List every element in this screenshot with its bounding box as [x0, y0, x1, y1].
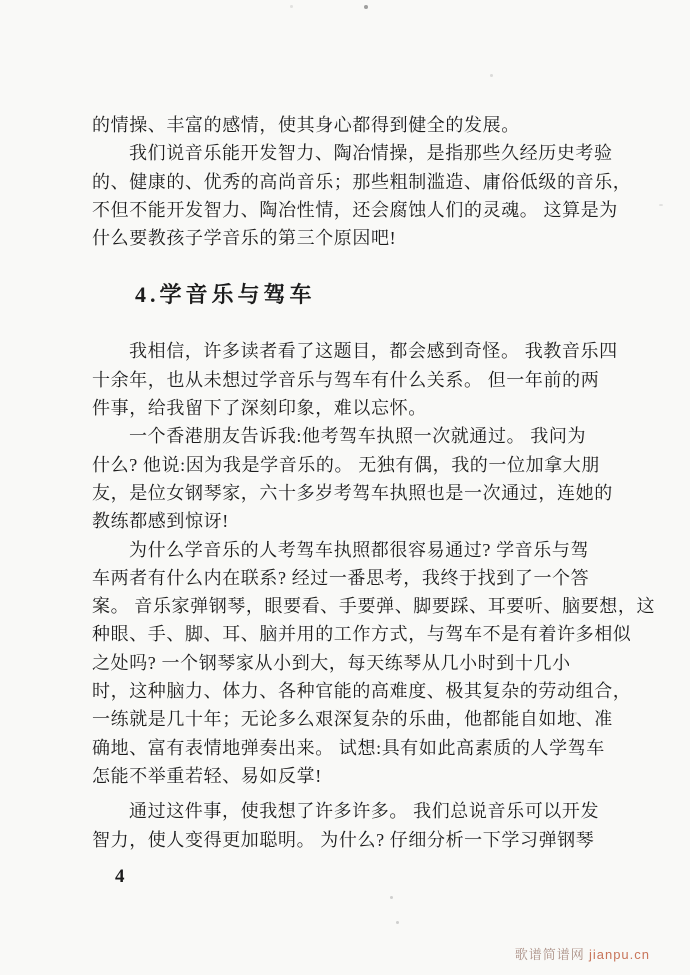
text-line: 十余年，也从未想过学音乐与驾车有什么关系。 但一年前的两	[92, 369, 600, 390]
watermark	[515, 944, 650, 963]
paragraph	[92, 139, 632, 252]
text-line: 案。 音乐家弹钢琴，眼要看、手要弹、脚要踩、耳要听、脑要想，这	[92, 596, 656, 617]
scan-speck	[364, 5, 368, 9]
text-block	[92, 111, 656, 854]
section-heading: 4.学音乐与驾车	[135, 282, 316, 308]
text-line: 的、健康的、优秀的高尚音乐；那些粗制滥造、庸俗低级的音乐，	[92, 171, 632, 192]
text-line: 一个香港朋友告诉我:他考驾车执照一次就通过。 我问为	[129, 426, 587, 447]
text-line: 什么要教孩子学音乐的第三个原因吧!	[92, 228, 397, 249]
scan-speck	[396, 921, 399, 924]
text-line: 为什么学音乐的人考驾车执照都很容易通过? 学音乐与驾	[129, 539, 590, 560]
text-line: 不但不能开发智力、陶冶性情，还会腐蚀人们的灵魂。 这算是为	[92, 199, 618, 220]
scan-speck	[290, 5, 293, 8]
text-line: 种眼、手、脚、耳、脑并用的工作方式，与驾车不是有着许多相似	[92, 624, 632, 645]
text-line: 件事，给我留下了深刻印象，难以忘怀。	[92, 398, 427, 419]
scan-speck	[574, 712, 577, 715]
text-line: 一练就是几十年；无论多么艰深复杂的乐曲，他都能自如地、准	[92, 709, 613, 730]
text-line: 的情操、丰富的感情，使其身心都得到健全的发展。	[92, 115, 520, 135]
text-line: 智力，使人变得更加聪明。 为什么? 仔细分析一下学习弹钢琴	[92, 829, 595, 850]
scan-speck	[390, 896, 393, 899]
text-line: 教练都感到惊讶!	[92, 511, 229, 532]
paragraph-continuation	[92, 111, 628, 139]
text-line: 时，这种脑力、体力、各种官能的高难度、极其复杂的劳动组合，	[92, 681, 632, 702]
scan-speck	[490, 74, 493, 77]
text-line: 通过这件事，使我想了许多许多。 我们总说音乐可以开发	[129, 801, 600, 822]
watermark-site-name: 歌谱简谱网	[514, 947, 585, 962]
text-line: 之处吗? 一个钢琴家从小到大，每天练琴从几小时到十几小	[92, 652, 571, 673]
text-line: 确地、富有表情地弹奏出来。 试想:具有如此高素质的人学驾车	[92, 737, 605, 758]
scan-speck	[659, 204, 663, 206]
page-number: 4	[115, 866, 125, 887]
text-line: 我相信，许多读者看了这题目，都会感到奇怪。 我教音乐四	[129, 341, 618, 362]
text-line: 我们说音乐能开发智力、陶冶情操，是指那些久经历史考验	[129, 143, 613, 164]
paragraph	[92, 337, 628, 422]
paragraph	[92, 797, 628, 854]
text-line: 什么? 他说:因为我是学音乐的。 无独有偶，我的一位加拿大朋	[92, 454, 600, 475]
text-line: 车两者有什么内在联系? 经过一番思考，我终于找到了一个答	[92, 567, 590, 588]
text-line: 怎能不举重若轻、易如反掌!	[92, 765, 322, 786]
paragraph	[92, 536, 656, 791]
watermark-domain: jianpu.cn	[588, 947, 650, 962]
text-line: 友，是位女钢琴家，六十多岁考驾车执照也是一次通过，连她的	[92, 482, 613, 503]
paragraph	[92, 422, 628, 535]
